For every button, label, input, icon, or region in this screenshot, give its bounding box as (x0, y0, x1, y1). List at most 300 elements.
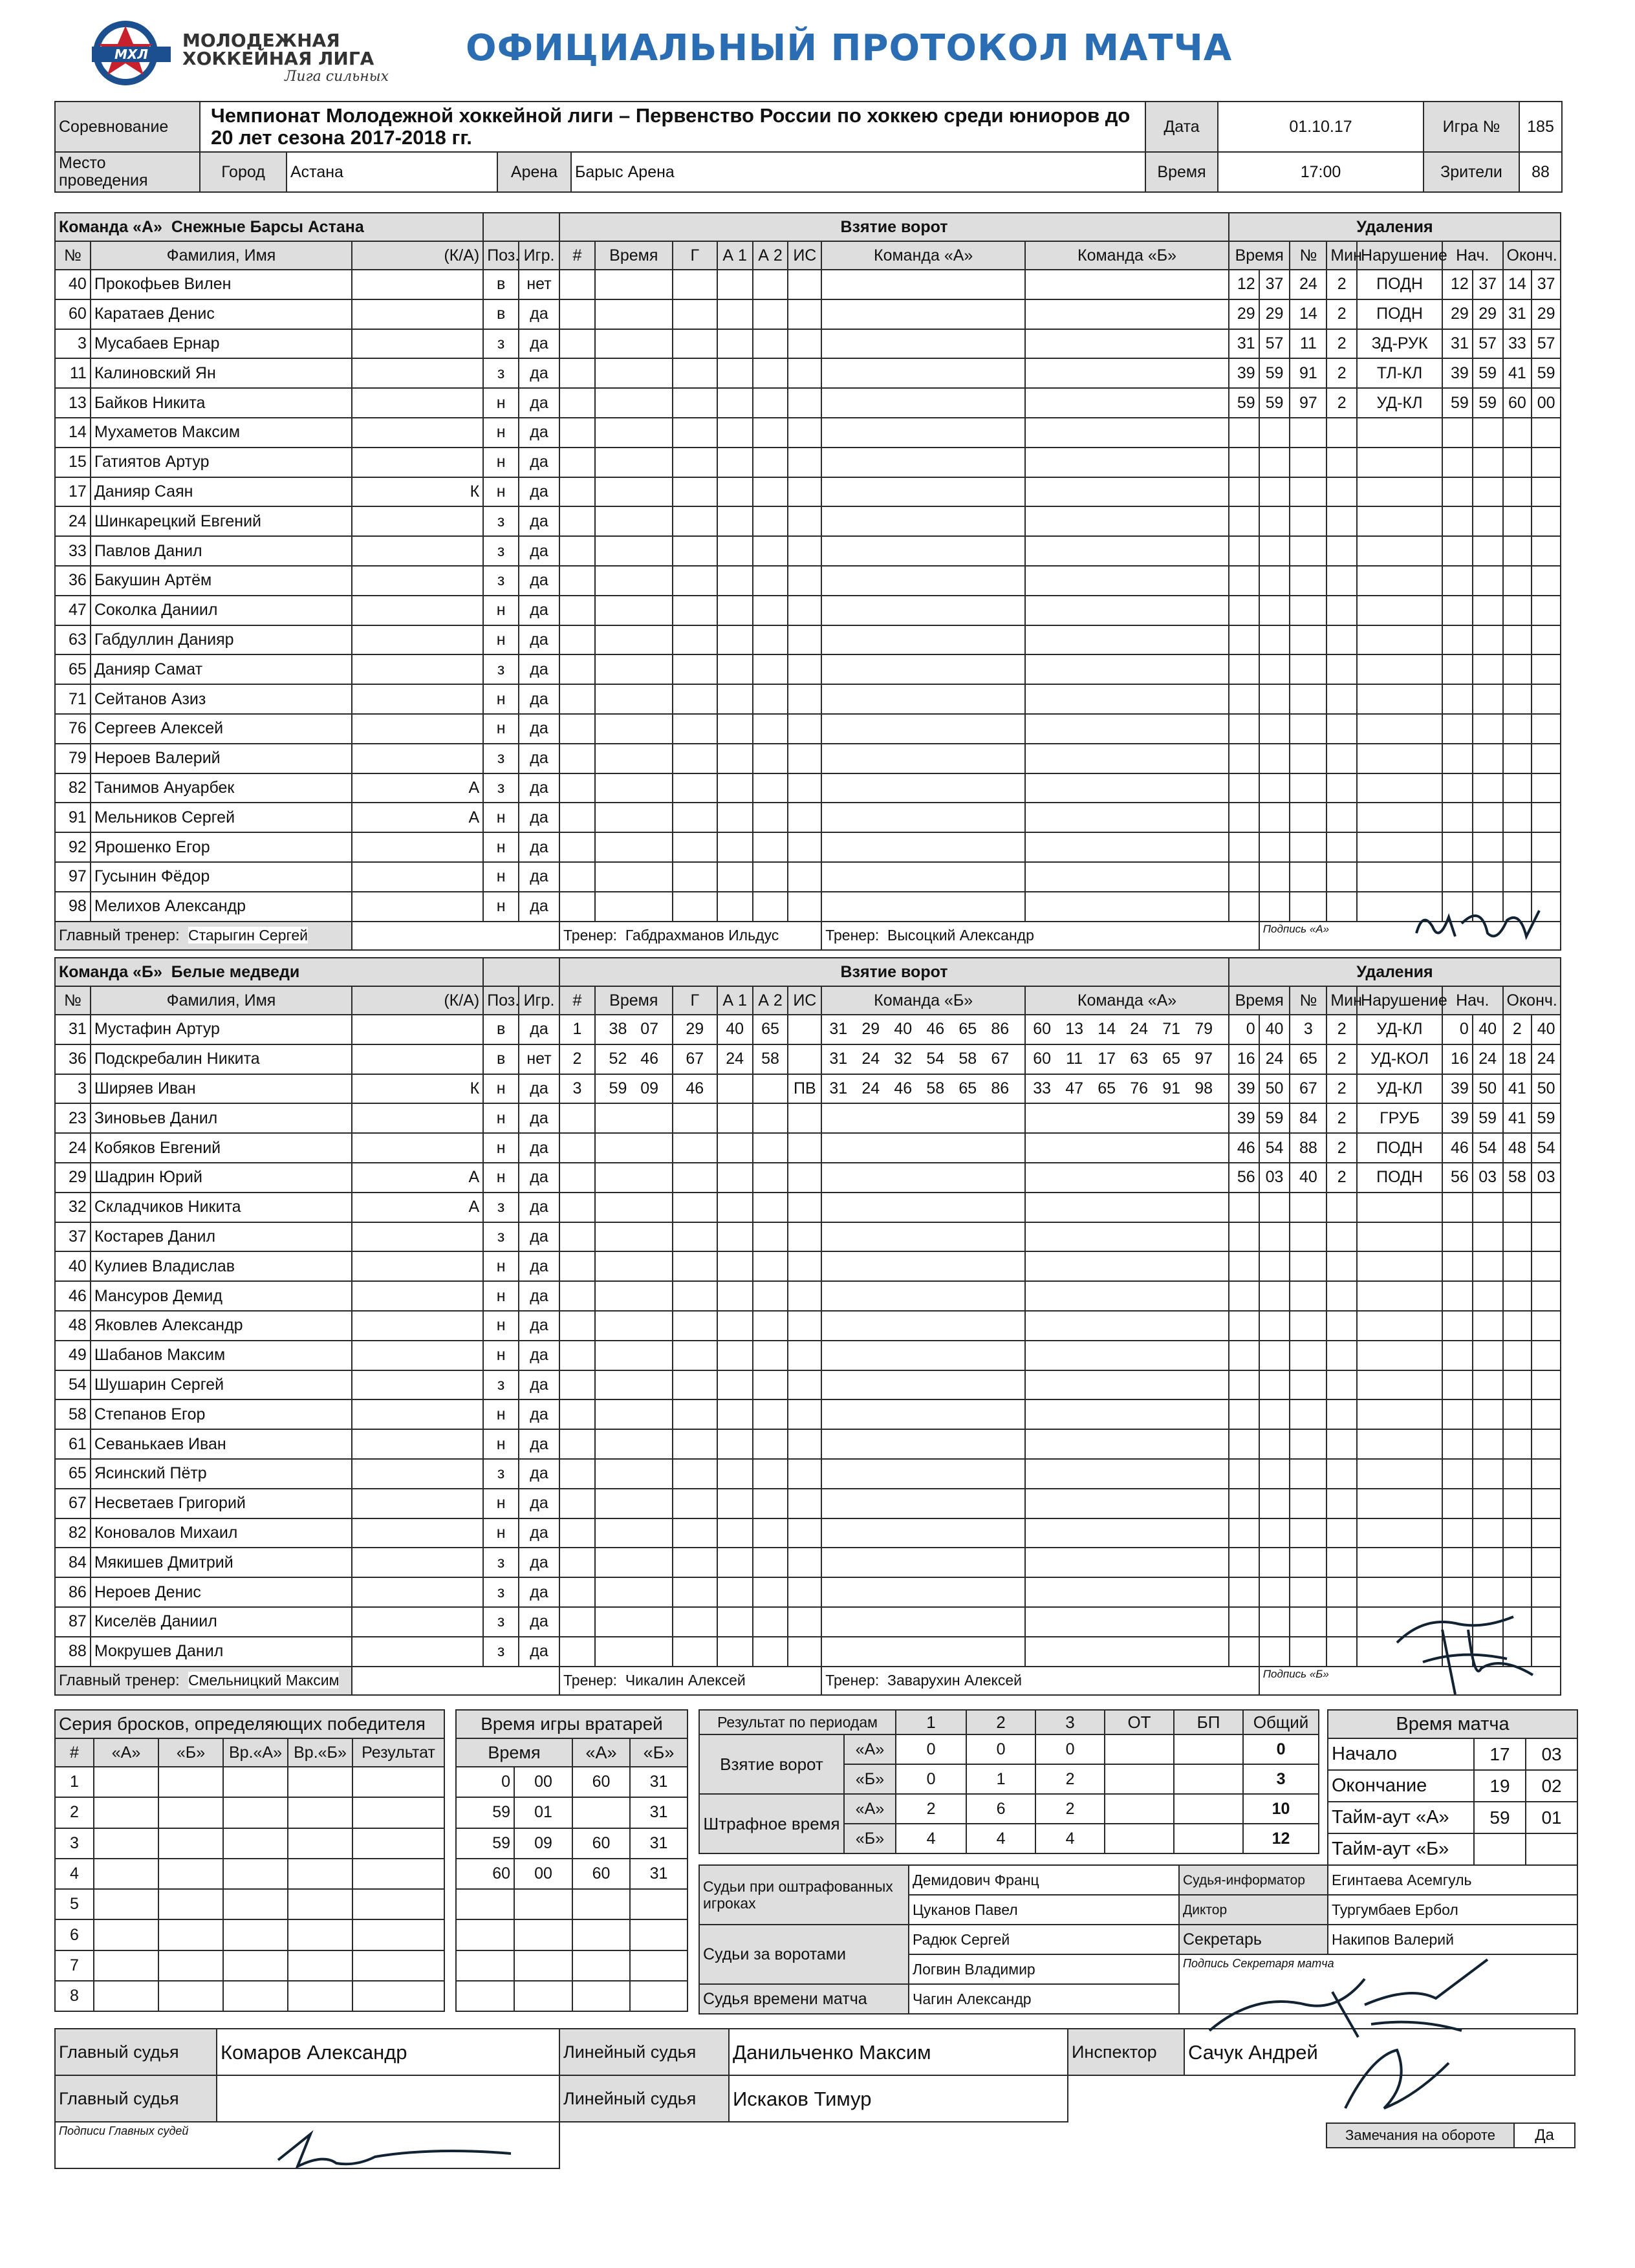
pen-time-min: 56 (1229, 1163, 1259, 1193)
pen-infraction: ПОДН (1357, 1163, 1442, 1193)
pen-start-min: 59 (1442, 388, 1473, 418)
empty-cell (753, 536, 788, 566)
empty-cell (1290, 1429, 1326, 1459)
goalie-time-table (455, 1709, 688, 2012)
player-name: Мусабаев Ернар (91, 329, 352, 359)
pen-end-min: 48 (1503, 1133, 1532, 1163)
empty-cell (1503, 714, 1532, 744)
empty-cell (1290, 1193, 1326, 1222)
empty-cell (788, 1607, 821, 1637)
empty-cell (1259, 1281, 1290, 1311)
empty-cell (1442, 1518, 1473, 1548)
player-number: 65 (55, 1459, 91, 1489)
goals-b-ot (1105, 1764, 1174, 1794)
goal-time (595, 1044, 673, 1074)
on-ice-own: 65 (958, 1020, 977, 1039)
empty-cell (717, 1193, 753, 1222)
empty-cell (1259, 803, 1290, 832)
pen-time-sec: 24 (1259, 1044, 1290, 1074)
pen-start-sec: 40 (1473, 1015, 1503, 1044)
empty-cell (673, 1518, 717, 1548)
empty-cell (1442, 744, 1473, 773)
empty-cell (1259, 566, 1290, 596)
empty-cell (821, 1251, 1025, 1281)
goal-judge-1: Радюк Сергей (909, 1925, 1179, 1954)
goalie-col-a: «А» (572, 1738, 630, 1767)
goalie-min: 59 (456, 1797, 514, 1828)
match-info (54, 101, 1563, 193)
empty-cell (1025, 862, 1229, 892)
coach-1-value: Чикалин Алексей (625, 1672, 746, 1689)
player-number: 36 (55, 1044, 91, 1074)
empty-cell (559, 1193, 595, 1222)
empty-cell (1259, 596, 1290, 625)
player-number: 17 (55, 477, 91, 507)
goal-sec: 09 (640, 1079, 659, 1097)
col-goal-time: Время (595, 986, 673, 1015)
table-row (55, 1489, 1561, 1518)
empty-cell (1259, 1459, 1290, 1489)
empty-cell (1442, 714, 1473, 744)
empty-cell (673, 1133, 717, 1163)
empty-cell (595, 1518, 673, 1548)
empty-cell (673, 1607, 717, 1637)
empty-cell (1473, 744, 1503, 773)
player-position: з (483, 654, 519, 684)
pen-start-sec: 59 (1473, 388, 1503, 418)
svg-text:МХЛ: МХЛ (114, 47, 148, 62)
empty-cell (753, 1311, 788, 1341)
player-position: н (483, 1251, 519, 1281)
goalie-b: 31 (630, 1767, 688, 1797)
pen-time-sec: 03 (1259, 1163, 1290, 1193)
empty-cell (1259, 1311, 1290, 1341)
empty-cell (1442, 536, 1473, 566)
goals-b-bp (1174, 1764, 1243, 1794)
coach-1-cell (559, 922, 821, 950)
empty-cell (559, 477, 595, 507)
empty-cell (1326, 892, 1357, 922)
empty-cell (1259, 1222, 1290, 1252)
goalie-row (456, 1889, 688, 1919)
pen-time-min: 31 (1229, 329, 1259, 359)
table-row (55, 862, 1561, 892)
empty-cell (821, 388, 1025, 418)
empty-cell (788, 270, 821, 299)
empty-cell (788, 329, 821, 359)
competition-label: Соревнование (55, 102, 200, 152)
goal-number: 2 (559, 1044, 595, 1074)
empty-cell (788, 477, 821, 507)
player-position: н (483, 1341, 519, 1370)
empty-cell (1290, 1281, 1326, 1311)
line-ref-1: Данильченко Максим (729, 2029, 1068, 2075)
empty-cell (753, 1577, 788, 1607)
player-position: н (483, 803, 519, 832)
empty-cell (1290, 1518, 1326, 1548)
player-role (352, 1103, 483, 1133)
empty-cell (595, 506, 673, 536)
pen-start-min: 39 (1442, 1103, 1473, 1133)
player-number: 61 (55, 1429, 91, 1459)
empty-cell (1259, 1399, 1290, 1429)
pen-time-sec: 50 (1259, 1074, 1290, 1104)
empty-cell (1357, 1193, 1442, 1222)
empty-cell (1326, 1370, 1357, 1400)
empty-cell (595, 773, 673, 803)
col-infraction: Нарушение (1357, 986, 1442, 1015)
shootout-row-num: 3 (55, 1828, 94, 1859)
empty-cell (1532, 596, 1561, 625)
table-row (55, 1607, 1561, 1637)
player-role (352, 892, 483, 922)
shootout-row-num: 7 (55, 1950, 94, 1981)
empty-cell (1025, 536, 1229, 566)
team-name: Снежные Барсы Астана (171, 217, 364, 236)
empty-cell (595, 1193, 673, 1222)
player-role (352, 418, 483, 448)
player-name: Сейтанов Азиз (91, 684, 352, 714)
timeout-a-label: Тайм-аут «А» (1328, 1802, 1474, 1833)
pen-start-min: 39 (1442, 1074, 1473, 1104)
table-row (55, 1074, 1561, 1104)
empty-cell (1259, 1429, 1290, 1459)
empty-cell (559, 1311, 595, 1341)
empty-cell (753, 803, 788, 832)
empty-cell (1326, 1251, 1357, 1281)
player-name: Севанькаев Иван (91, 1429, 352, 1459)
empty-cell (821, 1281, 1025, 1311)
pen-end-sec: 24 (1532, 1044, 1561, 1074)
empty-cell (1357, 773, 1442, 803)
empty-cell (559, 1133, 595, 1163)
goal-time (595, 1074, 673, 1104)
empty-cell (1326, 1489, 1357, 1518)
empty-cell (1025, 625, 1229, 655)
empty-cell (1229, 714, 1259, 744)
time-value: 17:00 (1218, 152, 1424, 192)
player-role (352, 448, 483, 477)
empty-cell (1326, 862, 1357, 892)
empty-cell (673, 270, 717, 299)
empty-cell (1025, 596, 1229, 625)
period-col: 3 (1035, 1710, 1105, 1734)
empty-cell (673, 773, 717, 803)
empty-cell (1290, 536, 1326, 566)
empty-cell (559, 1637, 595, 1667)
empty-cell (1259, 744, 1290, 773)
main-ref-label-1: Главный судья (55, 2029, 217, 2075)
player-played: да (519, 1163, 559, 1193)
line-ref-2: Искаков Тимур (729, 2075, 1068, 2122)
timekeeper-label: Судья времени матча (699, 1984, 909, 2014)
pen-player: 24 (1290, 270, 1326, 299)
col-on-ice-opp: Команда «А» (1025, 986, 1229, 1015)
empty-cell (753, 329, 788, 359)
goals-header: Взятие ворот (559, 958, 1229, 986)
col-play: Игр. (519, 241, 559, 270)
empty-cell (673, 1637, 717, 1667)
player-role (352, 1281, 483, 1311)
player-position: з (483, 744, 519, 773)
on-ice-opp: 13 (1065, 1020, 1084, 1039)
empty-cell (1229, 862, 1259, 892)
empty-cell (821, 1429, 1025, 1459)
end-label: Окончание (1328, 1770, 1474, 1802)
pen-minutes: 2 (1326, 1163, 1357, 1193)
empty-cell (1442, 477, 1473, 507)
on-ice-own: 86 (991, 1020, 1010, 1039)
date-value: 01.10.17 (1218, 102, 1424, 152)
on-ice-opp: 11 (1066, 1050, 1083, 1068)
empty-cell (821, 1370, 1025, 1400)
pim-b-p2: 4 (966, 1824, 1035, 1853)
head-coach-cell (55, 922, 352, 950)
empty-cell (559, 358, 595, 388)
date-label: Дата (1145, 102, 1218, 152)
pen-time-min: 16 (1229, 1044, 1259, 1074)
player-played: да (519, 1103, 559, 1133)
pen-player: 88 (1290, 1133, 1326, 1163)
empty-cell (1442, 596, 1473, 625)
pen-end-min: 33 (1503, 329, 1532, 359)
goals-a-p1: 0 (896, 1734, 966, 1764)
on-ice-opp: 60 (1033, 1050, 1052, 1068)
team-sign-label: Подпись «Б» (1262, 1667, 1329, 1680)
player-role (352, 270, 483, 299)
col-goal-time: Время (595, 241, 673, 270)
empty-cell (1532, 477, 1561, 507)
goal-number: 1 (559, 1015, 595, 1044)
empty-cell (1503, 832, 1532, 862)
pim-a-ot (1105, 1794, 1174, 1824)
player-position: н (483, 1163, 519, 1193)
empty-cell (595, 625, 673, 655)
player-position: з (483, 1548, 519, 1577)
table-row (55, 654, 1561, 684)
player-played: да (519, 1133, 559, 1163)
remarks-value: Да (1514, 2123, 1575, 2148)
player-number: 13 (55, 388, 91, 418)
pen-player: 84 (1290, 1103, 1326, 1133)
player-position: в (483, 270, 519, 299)
player-played: да (519, 1193, 559, 1222)
empty-cell (1290, 1548, 1326, 1577)
empty-cell (753, 566, 788, 596)
empty-cell (1473, 1548, 1503, 1577)
player-name: Бакушин Артём (91, 566, 352, 596)
inspector-label: Инспектор (1068, 2029, 1184, 2075)
player-role (352, 1459, 483, 1489)
shootout-col: # (55, 1738, 94, 1767)
empty-cell (1290, 1489, 1326, 1518)
goal-assist-1: 40 (717, 1015, 753, 1044)
empty-cell (1290, 892, 1326, 922)
empty-cell (1357, 862, 1442, 892)
player-name: Коновалов Михаил (91, 1518, 352, 1548)
empty-cell (753, 506, 788, 536)
empty-cell (673, 832, 717, 862)
on-ice-own-cell (821, 1015, 1025, 1044)
empty-cell (1326, 536, 1357, 566)
col-no: № (55, 986, 91, 1015)
empty-cell (1290, 1370, 1326, 1400)
pen-infraction: ПОДН (1357, 1133, 1442, 1163)
player-number: 24 (55, 1133, 91, 1163)
on-ice-own-cell (821, 1044, 1025, 1074)
pen-start-min: 39 (1442, 358, 1473, 388)
table-row (55, 892, 1561, 922)
empty-cell (1025, 803, 1229, 832)
col-goal-num: # (559, 241, 595, 270)
goalie-row (456, 1919, 688, 1950)
empty-cell (1503, 1429, 1532, 1459)
player-number: 32 (55, 1193, 91, 1222)
player-role (352, 299, 483, 329)
line-ref-label-1: Линейный судья (559, 2029, 729, 2075)
shootout-row-num: 6 (55, 1919, 94, 1950)
empty-cell (1259, 536, 1290, 566)
goal-sec: 46 (640, 1050, 659, 1068)
col-name: Фамилия, Имя (91, 241, 352, 270)
empty-cell (821, 832, 1025, 862)
empty-cell (1357, 477, 1442, 507)
player-number: 3 (55, 1074, 91, 1104)
on-ice-opp: 65 (1162, 1050, 1181, 1068)
empty-cell (1326, 1459, 1357, 1489)
player-role (352, 1548, 483, 1577)
player-name: Данияр Саян (91, 477, 352, 507)
head-coach-value: Смельницкий Максим (188, 1671, 340, 1689)
empty-cell (559, 536, 595, 566)
goals-a-p2: 0 (966, 1734, 1035, 1764)
empty-cell (753, 270, 788, 299)
announcer-value: Тургумбаев Ербол (1328, 1895, 1577, 1925)
empty-cell (753, 1607, 788, 1637)
empty-cell (1229, 832, 1259, 862)
player-played: да (519, 596, 559, 625)
empty-cell (821, 625, 1025, 655)
empty-cell (788, 1311, 821, 1341)
empty-cell (1025, 1577, 1229, 1607)
empty-cell (1290, 714, 1326, 744)
empty-cell (1442, 1311, 1473, 1341)
pim-a-p1: 2 (896, 1794, 966, 1824)
empty-cell (788, 684, 821, 714)
empty-cell (1290, 654, 1326, 684)
empty-cell (1473, 506, 1503, 536)
player-number: 82 (55, 773, 91, 803)
empty-cell (717, 744, 753, 773)
pen-player: 11 (1290, 329, 1326, 359)
pen-minutes: 2 (1326, 299, 1357, 329)
empty-cell (1326, 714, 1357, 744)
pen-start-sec: 59 (1473, 1103, 1503, 1133)
player-played: да (519, 1399, 559, 1429)
empty-cell (1326, 1607, 1357, 1637)
shootout-col: Вр.«А» (223, 1738, 288, 1767)
empty-cell (673, 596, 717, 625)
empty-cell (595, 1103, 673, 1133)
empty-cell (673, 803, 717, 832)
player-role (352, 1399, 483, 1429)
empty-cell (821, 1459, 1025, 1489)
empty-cell (753, 1222, 788, 1252)
signature-team-b (1384, 1604, 1552, 1701)
empty-cell (673, 536, 717, 566)
empty-cell (717, 388, 753, 418)
player-name: Калиновский Ян (91, 358, 352, 388)
pen-end-min: 58 (1503, 1163, 1532, 1193)
empty-cell (821, 536, 1025, 566)
pen-start-min: 31 (1442, 329, 1473, 359)
player-number: 40 (55, 270, 91, 299)
empty-cell (753, 714, 788, 744)
empty-cell (673, 358, 717, 388)
empty-cell (595, 418, 673, 448)
goal-scorer: 67 (673, 1044, 717, 1074)
empty-cell (1473, 566, 1503, 596)
empty-cell (673, 329, 717, 359)
player-role (352, 684, 483, 714)
player-played: да (519, 714, 559, 744)
empty-cell (1326, 832, 1357, 862)
player-name: Гусынин Фёдор (91, 862, 352, 892)
empty-cell (821, 1637, 1025, 1667)
empty-cell (1442, 1429, 1473, 1459)
empty-cell (1326, 1429, 1357, 1459)
empty-cell (1326, 1548, 1357, 1577)
player-position: з (483, 1193, 519, 1222)
player-name: Костарев Данил (91, 1222, 352, 1252)
empty-cell (559, 773, 595, 803)
empty-cell (717, 1637, 753, 1667)
empty-cell (1357, 1429, 1442, 1459)
player-played: да (519, 299, 559, 329)
empty-cell (673, 1370, 717, 1400)
empty-cell (717, 506, 753, 536)
player-name: Мансуров Демид (91, 1281, 352, 1311)
empty-cell (788, 1637, 821, 1667)
empty-cell (717, 448, 753, 477)
pen-time-sec: 37 (1259, 270, 1290, 299)
empty-cell (1357, 654, 1442, 684)
on-ice-opp-cell (1025, 1044, 1229, 1074)
empty-cell (673, 744, 717, 773)
empty-cell (595, 329, 673, 359)
player-position: н (483, 684, 519, 714)
pim-a-p2: 6 (966, 1794, 1035, 1824)
empty-cell (821, 1607, 1025, 1637)
empty-cell (1025, 270, 1229, 299)
empty-cell (1229, 1489, 1259, 1518)
player-role (352, 1341, 483, 1370)
player-position: з (483, 1577, 519, 1607)
pad (483, 213, 559, 241)
empty-cell (717, 1459, 753, 1489)
pen-time-min: 39 (1229, 1103, 1259, 1133)
pen-start-sec: 50 (1473, 1074, 1503, 1104)
on-ice-opp: 63 (1130, 1050, 1149, 1068)
player-played: да (519, 625, 559, 655)
player-position: н (483, 862, 519, 892)
goalie-row (456, 1828, 688, 1859)
empty-cell (595, 803, 673, 832)
on-ice-opp: 76 (1130, 1079, 1149, 1097)
shootout-col: «Б» (158, 1738, 223, 1767)
goalie-row (456, 1767, 688, 1797)
goal-scorer: 29 (673, 1015, 717, 1044)
